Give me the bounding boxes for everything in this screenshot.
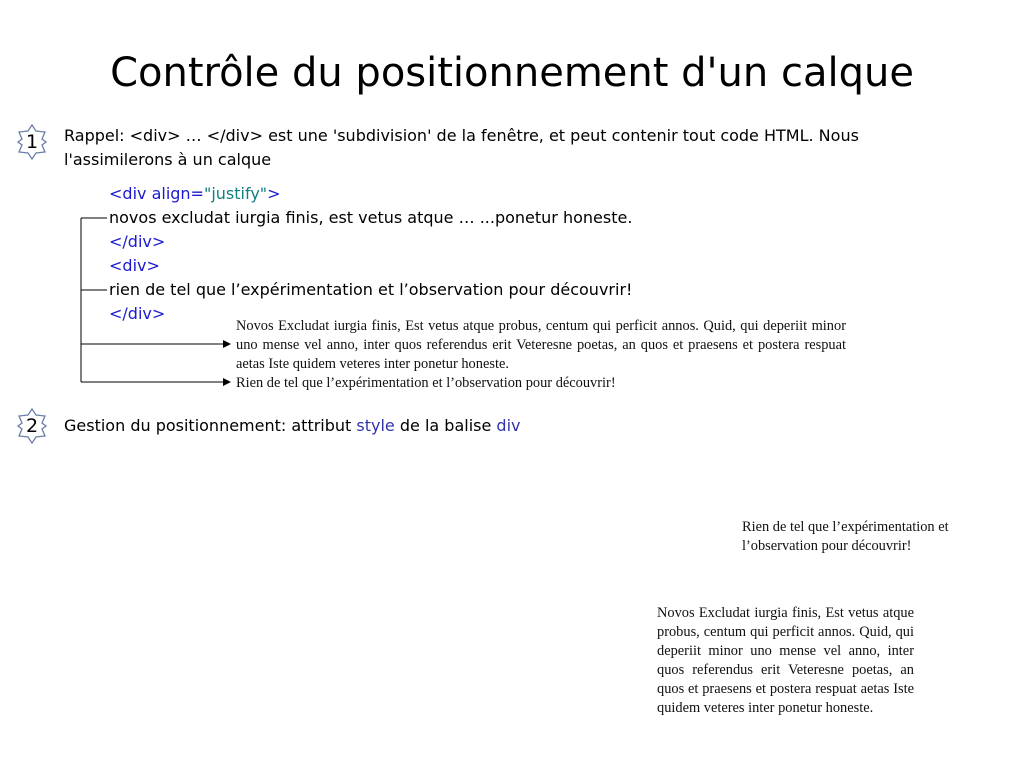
rendered-sample-para-2: Rien de tel que l’expérimentation et l’observation pour découvrir! — [236, 375, 616, 391]
star-bullet-icon-2 — [17, 408, 47, 444]
bullet-number-2: 2 — [25, 415, 39, 437]
positioned-example-bottom-block: Novos Excludat iurgia finis, Est vetus atque probus, centum qui perficit annos. Quid, qui deperiit minor uno mense vel anno, inter quos referendus erit Veteresne poetas, an quos et praesens et postera respuat aetas Iste quidem veteres inter ponetur honeste. — [657, 605, 914, 716]
keyword-div: div — [496, 416, 521, 435]
code-div-open-prefix: <div align= — [109, 184, 204, 203]
code-line-4: <div> — [109, 256, 160, 275]
code-line-6: </div> — [109, 304, 166, 323]
code-line-2: novos excludat iurgia finis, est vetus atque … ...ponetur honeste. — [109, 208, 633, 227]
bullet-number-1: 1 — [25, 131, 39, 153]
code-line-1 — [109, 182, 281, 206]
rendered-sample-para-1: Novos Excludat iurgia finis, Est vetus atque probus, centum qui perficit annos. Quid, qui deperiit minor uno mense vel anno, inter quos referendus erit Veteresne poetas, an quos et praesens et postera respuat aetas Iste quidem veteres inter ponetur honeste. — [236, 318, 846, 372]
gestion-middle: de la balise — [394, 416, 497, 435]
keyword-style: style — [356, 416, 395, 435]
code-div-open-suffix: > — [267, 184, 281, 203]
code-line-3: </div> — [109, 232, 166, 251]
code-align-value: "justify" — [203, 184, 268, 203]
slide-title: Contrôle du positionnement d'un calque — [110, 50, 914, 96]
positioned-example-top-right: Rien de tel que l’expérimentation et l’observation pour découvrir! — [742, 519, 949, 554]
gestion-text — [64, 414, 964, 438]
code-line-5: rien de tel que l’expérimentation et l’observation pour découvrir! — [109, 280, 633, 299]
star-bullet-icon-1 — [17, 124, 47, 160]
gestion-prefix: Gestion du positionnement: attribut — [64, 416, 357, 435]
rappel-text: Rappel: <div> … </div> est une 'subdivision' de la fenêtre, et peut contenir tout code HTML. Nous l'assimilerons à un calque — [64, 126, 859, 169]
